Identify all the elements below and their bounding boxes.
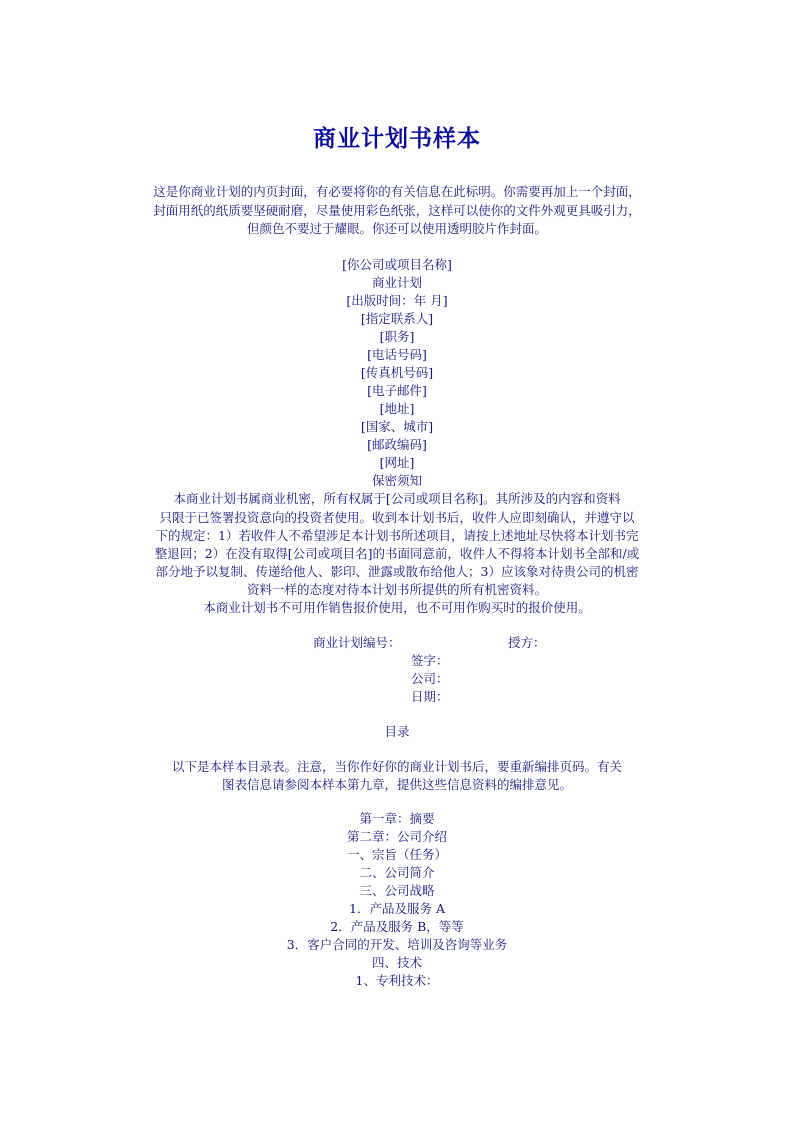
- toc-item: 四、技术: [371, 955, 422, 970]
- confidential-line: 本商业计划书不可用作销售报价使用，也不可用作购买时的报价使用。: [203, 600, 591, 615]
- grantee-label: 授方：: [508, 635, 546, 650]
- cover-field: [你公司或项目名称]: [342, 257, 452, 272]
- toc-heading: 目录: [384, 724, 410, 739]
- toc-note-line-1: 以下是本样本目录表。注意，当你作好你的商业计划书后，要重新编排页码。有关: [171, 759, 622, 774]
- cover-field: [网址]: [379, 455, 415, 470]
- sign-label: 签字：: [411, 653, 449, 668]
- company-label: 公司：: [411, 671, 449, 686]
- toc-item: 第一章：摘要: [359, 811, 435, 826]
- toc-item: 二、公司简介: [359, 865, 435, 880]
- confidential-line: 只限于已签署投资意向的投资者使用。收到本计划书后，收件人应即刻确认，并遵守以: [159, 510, 635, 525]
- cover-field: [电话号码]: [367, 347, 427, 362]
- confidential-line: 下的规定：1）若收件人不希望涉足本计划书所述项目，请按上述地址尽快将本计划书完: [155, 528, 639, 543]
- cover-field: 商业计划: [371, 275, 422, 290]
- confidential-line: 部分地予以复制、传递给他人、影印、泄露或散布给他人；3）应该象对待贵公司的机密: [155, 564, 639, 579]
- cover-field: [出版时间：年 月]: [346, 293, 448, 308]
- toc-item: 3．客户合同的开发、培训及咨询等业务: [286, 937, 508, 952]
- intro-line-2: 封面用纸的纸质要坚硬耐磨，尽量使用彩色纸张，这样可以使你的文件外观更具吸引力，: [153, 203, 641, 218]
- cover-field: [邮政编码]: [367, 437, 427, 452]
- toc-item: 三、公司战略: [359, 883, 435, 898]
- cover-field: [地址]: [379, 401, 415, 416]
- cover-field: [职务]: [379, 329, 415, 344]
- toc-item: 第二章：公司介绍: [346, 829, 447, 844]
- toc-item: 一、宗旨（任务）: [346, 847, 447, 862]
- document-title: 商业计划书样本: [313, 125, 481, 152]
- cover-field: [传真机号码]: [360, 365, 434, 380]
- cover-field: [指定联系人]: [360, 311, 434, 326]
- cover-field: [国家、城市]: [360, 419, 434, 434]
- toc-note-line-2: 图表信息请参阅本样本第九章，提供这些信息资料的编排意见。: [221, 777, 572, 792]
- confidential-line: 整退回；2）在没有取得[公司或项目名]的书面同意前，收件人不得将本计划书全部和/或: [154, 546, 640, 561]
- cover-field: [电子邮件]: [367, 383, 427, 398]
- toc-item: 1．产品及服务 A: [349, 901, 445, 916]
- toc-item: 2．产品及服务 B，等等: [330, 919, 464, 934]
- toc-item: 1、专利技术：: [355, 973, 439, 988]
- date-label: 日期：: [411, 689, 449, 704]
- confidential-line: 资料一样的态度对待本计划书所提供的所有机密资料。: [246, 582, 547, 597]
- plan-number-label: 商业计划编号：: [313, 635, 401, 650]
- confidential-heading: 保密须知: [371, 473, 422, 488]
- intro-line-1: 这是你商业计划的内页封面，有必要将你的有关信息在此标明。你需要再加上一个封面，: [153, 184, 641, 199]
- intro-line-3: 但颜色不要过于耀眼。你还可以使用透明胶片作封面。: [246, 221, 547, 236]
- confidential-line: 本商业计划书属商业机密，所有权属于[公司或项目名称]。其所涉及的内容和资料: [173, 491, 621, 506]
